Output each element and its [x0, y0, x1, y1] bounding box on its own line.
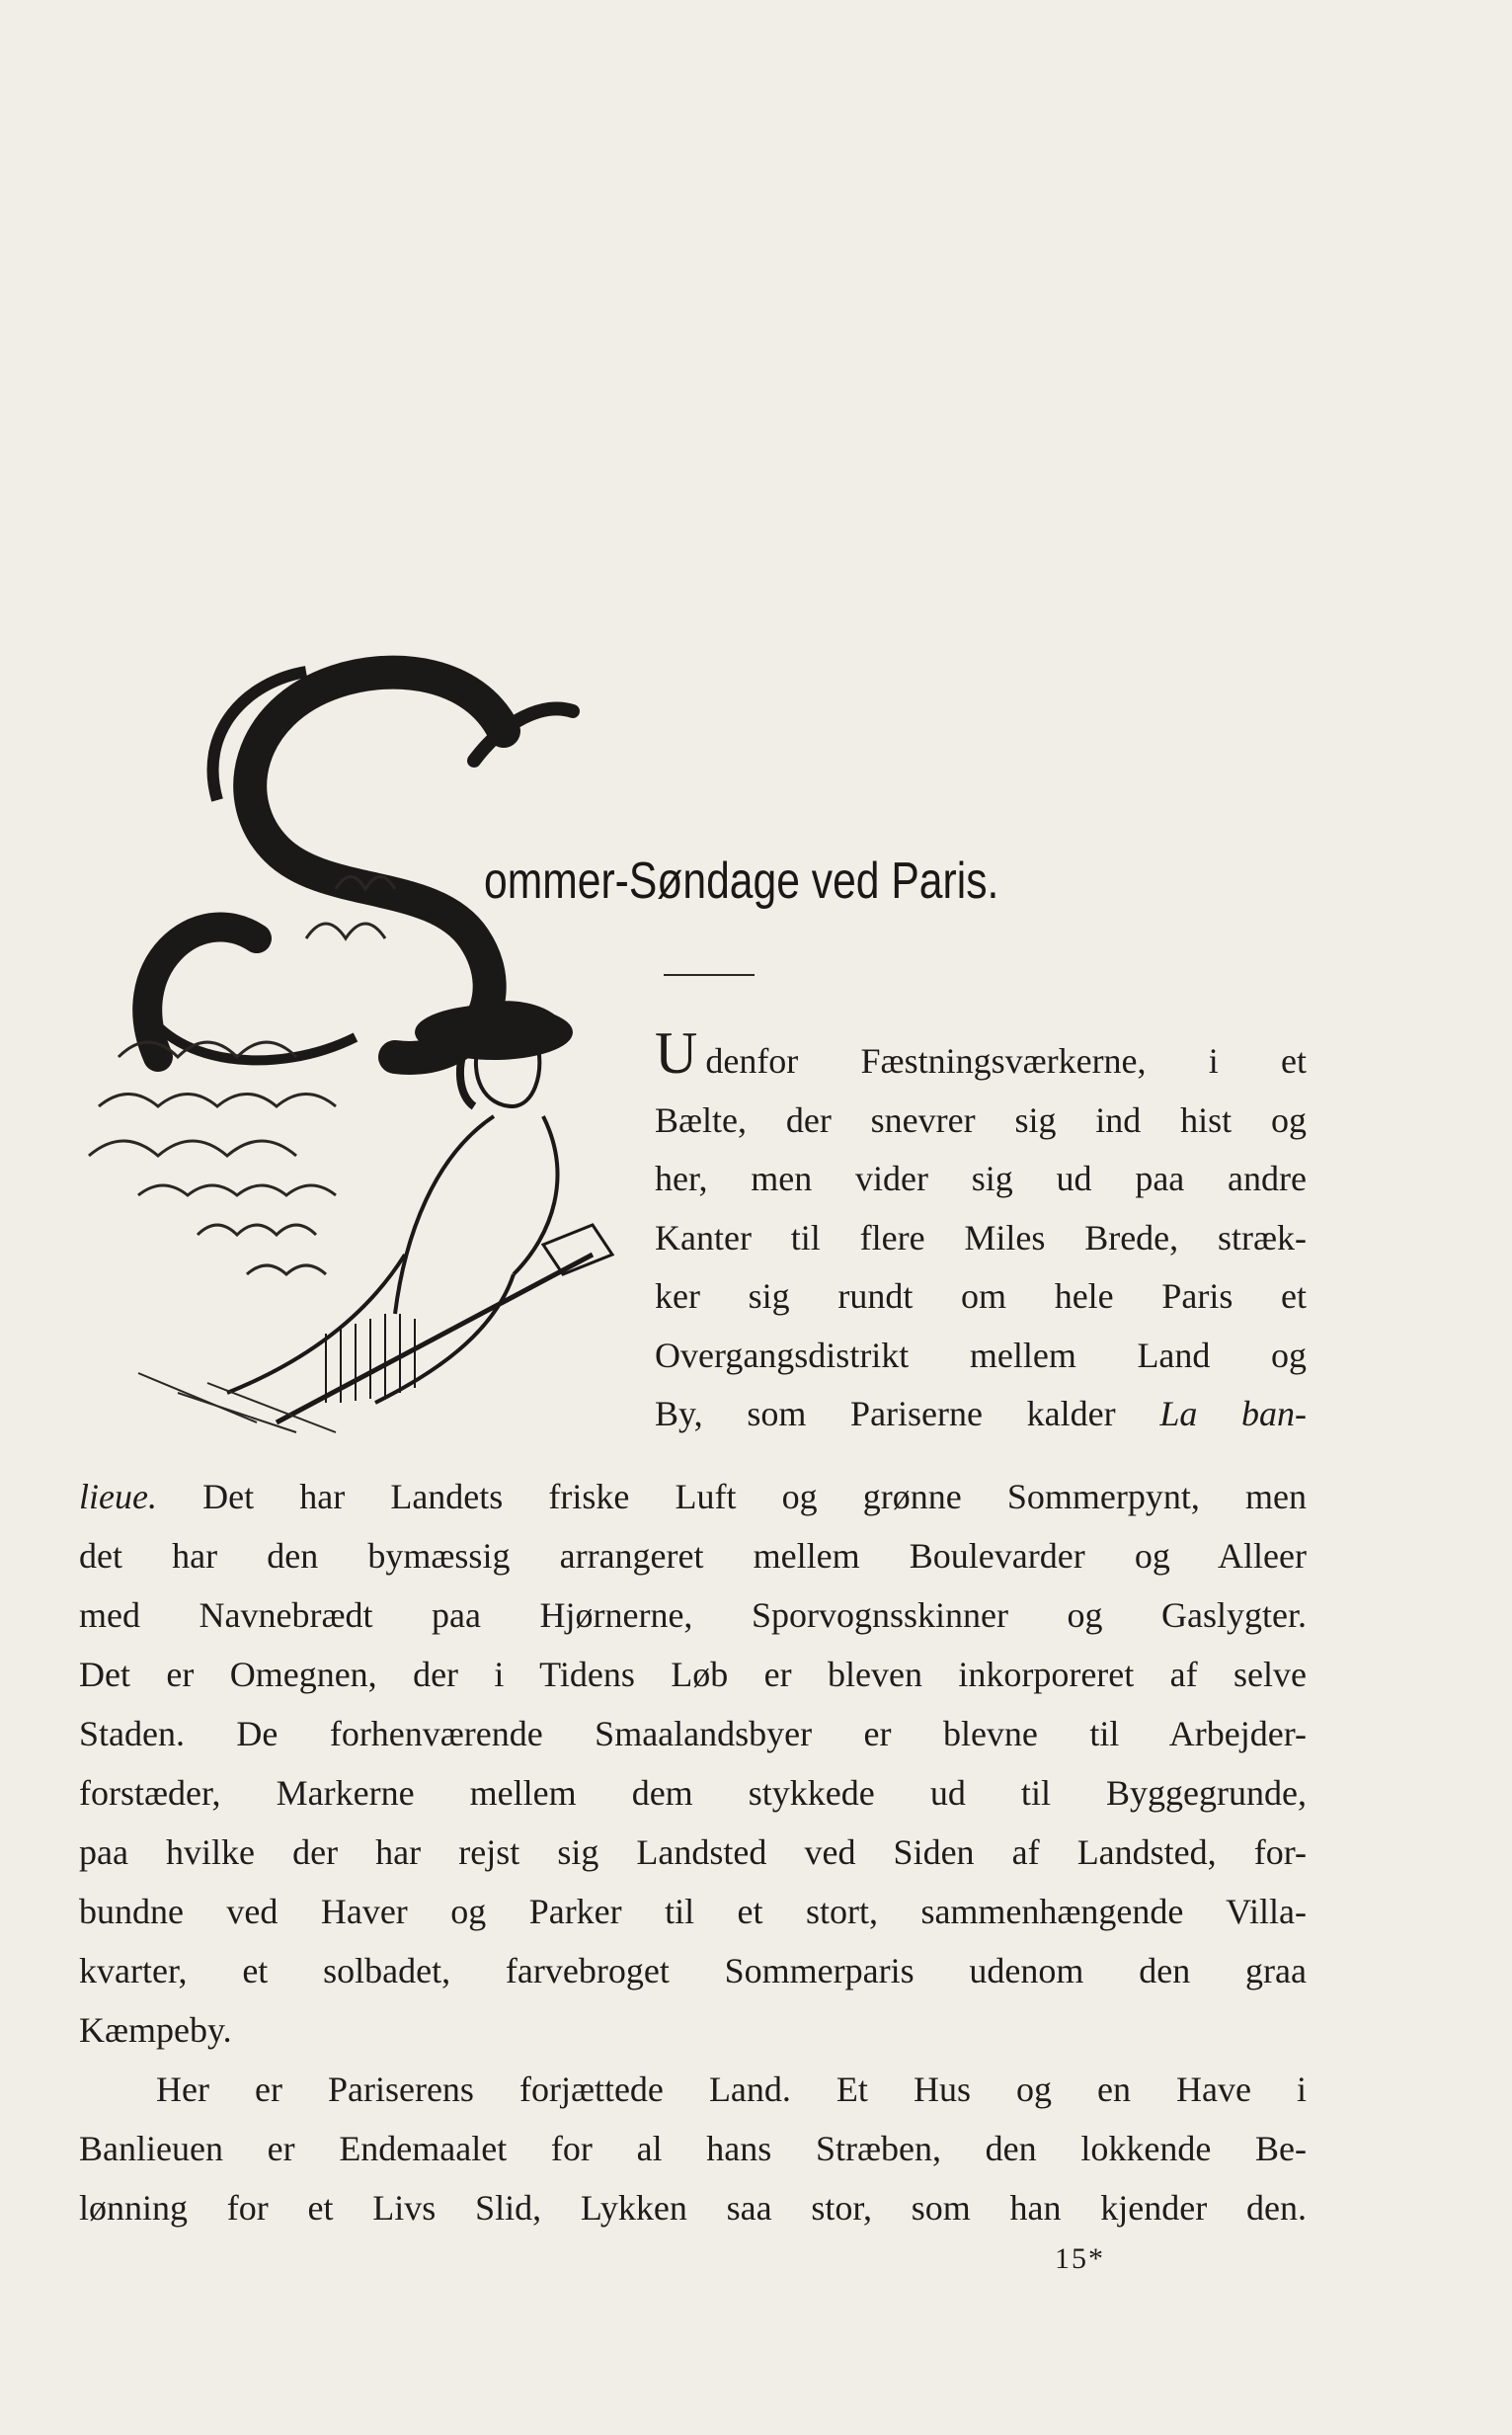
text-line: Bælte, der snevrer sig ind hist og — [655, 1099, 1307, 1140]
line-text: denfor Fæstningsværkerne, i et — [705, 1041, 1307, 1081]
page-number: 15* — [1055, 2242, 1105, 2275]
text-line: paa hvilke der har rejst sig Landsted ved Siden af Landsted, for- — [79, 1832, 1307, 1872]
text-line: forstæder, Markerne mellem dem stykkede ud til Byggegrunde, — [79, 1773, 1307, 1813]
drop-initial: U — [655, 1020, 698, 1086]
title-rule — [664, 974, 755, 976]
italic-term: La ban- — [1159, 1394, 1308, 1433]
text-line: Det er Omegnen, der i Tidens Løb er bleven inkorporeret af selve — [79, 1655, 1307, 1694]
text-line: lønning for et Livs Slid, Lykken saa stor, som han kjender den. — [79, 2188, 1307, 2228]
text-line — [655, 1020, 1307, 1092]
text-line: Staden. De forhenværende Smaalandsbyer er blevne til Arbejder- — [79, 1714, 1307, 1753]
text-line: ker sig rundt om hele Paris et — [655, 1276, 1307, 1316]
text-line — [655, 1385, 1307, 1444]
text-line: Kæmpeby. — [79, 2010, 232, 2050]
text-line: her, men vider sig ud paa andre — [655, 1159, 1307, 1198]
line-text: By, som Pariserne kalder — [655, 1394, 1116, 1433]
text-line: Her er Pariserens forjættede Land. Et Hus og en Have i — [156, 2070, 1307, 2109]
text-line: kvarter, et solbadet, farvebroget Sommerparis udenom den graa — [79, 1951, 1307, 1990]
text-line: Kanter til flere Miles Brede, stræk- — [655, 1217, 1307, 1258]
text-line: bundne ved Haver og Parker til et stort, sammenhængende Villa- — [79, 1892, 1307, 1931]
chapter-title: ommer-Søndage ved Paris. — [484, 852, 999, 910]
line-text: Det har Landets friske Luft og grønne Sommerpynt, men — [156, 1477, 1307, 1516]
decorative-initial-s-illustration — [79, 642, 652, 1452]
italic-term: lieue. — [79, 1477, 157, 1516]
text-line: Banlieuen er Endemaalet for al hans Stræben, den lokkende Be- — [79, 2129, 1307, 2168]
text-line — [79, 1467, 1307, 1526]
text-line: det har den bymæssig arrangeret mellem Boulevarder og Alleer — [79, 1536, 1307, 1576]
text-line: Overgangsdistrikt mellem Land og — [655, 1335, 1307, 1375]
lead-paragraph — [655, 1020, 1308, 1444]
text-line: med Navnebrædt paa Hjørnerne, Sporvognsskinner og Gaslygter. — [79, 1595, 1307, 1635]
body-text — [79, 1467, 1307, 2237]
